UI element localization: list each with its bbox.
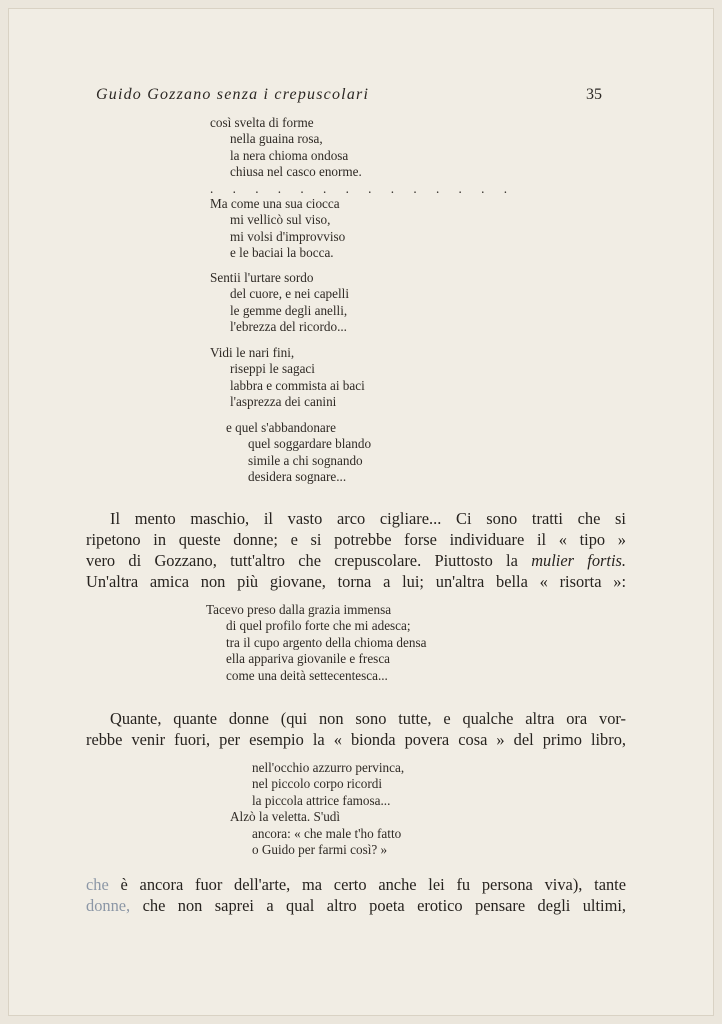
verse-line: nel piccolo corpo ricordi xyxy=(252,776,382,792)
verse-line: o Guido per farmi così? » xyxy=(252,842,388,858)
verse-line: e quel s'abbandonare xyxy=(226,420,337,435)
prose-line xyxy=(86,874,626,895)
emphasis-text: mulier fortis. xyxy=(531,551,626,570)
verse-line: tra il cupo argento della chioma densa xyxy=(226,634,427,650)
prose-paragraph-3 xyxy=(86,874,626,916)
verse-line: mi vellicò sul viso, xyxy=(230,212,331,228)
poem-stanza-5 xyxy=(226,420,371,486)
verse-line: di quel profilo forte che mi adesca; xyxy=(226,618,411,634)
verse-line: le gemme degli anelli, xyxy=(230,302,348,318)
verse-line: come una deità settecentesca... xyxy=(226,667,388,683)
faded-word: donne, xyxy=(86,896,131,915)
verse-line: la piccola attrice famosa... xyxy=(252,792,391,808)
verse-line: mi volsi d'improvviso xyxy=(230,228,346,244)
verse-line: Ma come una sua ciocca xyxy=(210,196,340,211)
prose-text: vero di Gozzano, tutt'altro che crepuscolare. Piuttosto la xyxy=(86,551,518,570)
book-page xyxy=(8,8,714,1016)
verse-line: così svelta di forme xyxy=(210,115,314,130)
page-number: 35 xyxy=(586,86,602,103)
prose-line xyxy=(86,550,626,571)
prose-line xyxy=(86,895,626,916)
verse-line: l'ebrezza del ricordo... xyxy=(230,319,347,335)
prose-line: Quante, quante donne (qui non sono tutte, e qualche altra ora vor- xyxy=(110,709,626,728)
running-title: Guido Gozzano senza i crepuscolari xyxy=(96,86,370,103)
verse-line: nella guaina rosa, xyxy=(230,131,323,147)
verse-line: la nera chioma ondosa xyxy=(230,147,349,163)
verse-line: del cuore, e nei capelli xyxy=(230,286,349,302)
verse-line: chiusa nel casco enorme. xyxy=(230,164,362,180)
verse-line: simile a chi sognando xyxy=(248,452,363,468)
verse-line: ancora: « che male t'ho fatto xyxy=(252,825,402,841)
prose-line: Il mento maschio, il vasto arco cigliare... Ci sono tratti che si xyxy=(110,509,626,528)
verse-line: Alzò la veletta. S'udì xyxy=(230,809,341,825)
verse-line: Vidi le nari fini, xyxy=(210,345,295,360)
verse-line: l'asprezza dei canini xyxy=(230,394,337,410)
verse-line: labbra e commista ai baci xyxy=(230,377,365,393)
prose-line: ripetono in queste donne; e si potrebbe forse individuare il « tipo » xyxy=(86,530,626,549)
faded-word: che xyxy=(86,875,109,894)
prose-paragraph-1 xyxy=(86,508,626,592)
verse-line: Tacevo preso dalla grazia immensa xyxy=(206,602,392,617)
verse-line: nell'occhio azzurro pervinca, xyxy=(252,760,405,775)
verse-line: quel soggardare blando xyxy=(248,436,372,452)
verse-line: Sentii l'urtare sordo xyxy=(210,270,314,285)
prose-paragraph-2 xyxy=(86,708,626,750)
poem-stanza-3 xyxy=(210,270,349,336)
poem-stanza-2 xyxy=(210,196,345,262)
ellipsis-row: . . . . . . . . . . . . . . xyxy=(210,180,516,196)
prose-text: è ancora fuor dell'arte, ma certo anche lei fu persona viva), tante xyxy=(120,875,626,894)
poem-stanza-1 xyxy=(210,115,515,197)
verse-line: riseppi le sagaci xyxy=(230,361,315,377)
prose-text: che non saprei a qual altro poeta erotico pensare degli ultimi, xyxy=(142,896,626,915)
poem-quote-2 xyxy=(206,602,426,684)
poem-stanza-4 xyxy=(210,345,365,411)
prose-line: Un'altra amica non più giovane, torna a lui; un'altra bella « risorta »: xyxy=(86,572,626,591)
verse-line: ella appariva giovanile e fresca xyxy=(226,651,391,667)
verse-line: desidera sognare... xyxy=(248,469,347,485)
poem-quote-3 xyxy=(230,760,404,858)
prose-line: rebbe venir fuori, per esempio la « bionda povera cosa » del primo libro, xyxy=(86,730,626,749)
verse-line: e le baciai la bocca. xyxy=(230,245,334,261)
